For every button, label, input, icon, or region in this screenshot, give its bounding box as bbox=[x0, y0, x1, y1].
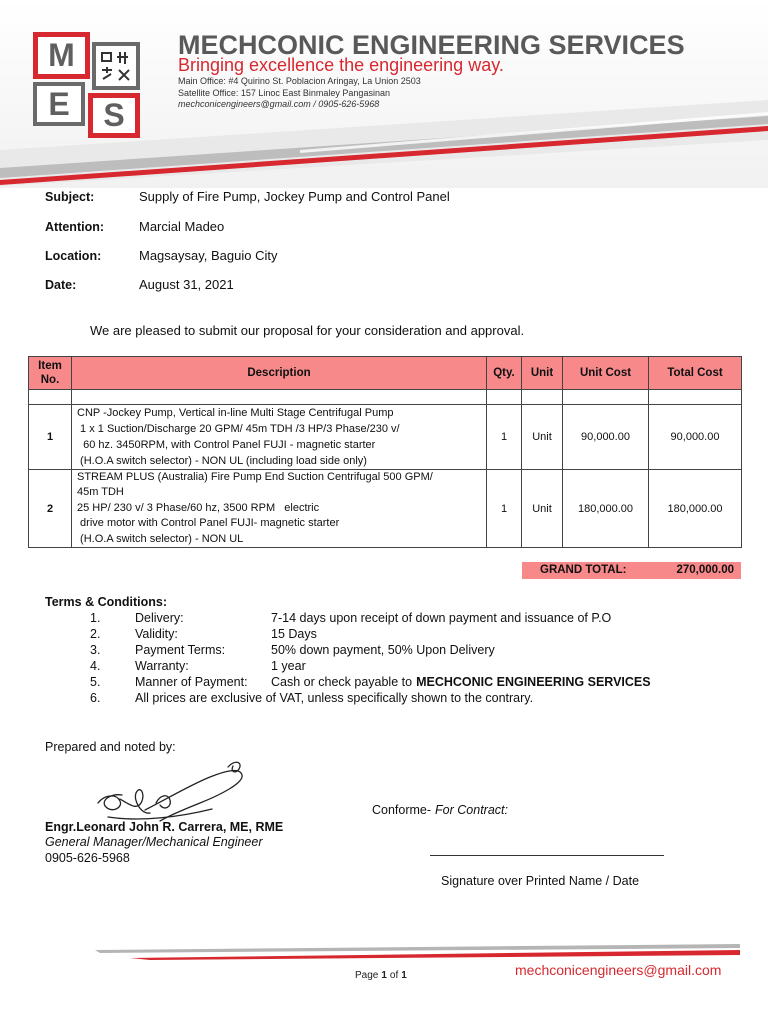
term-number: 3. bbox=[90, 643, 101, 657]
page-indicator bbox=[355, 969, 407, 983]
prepared-heading: Prepared and noted by: bbox=[45, 740, 176, 754]
row-unit: Unit bbox=[522, 405, 563, 470]
header-item-no: Item No. bbox=[29, 357, 72, 390]
quotation-table bbox=[28, 356, 742, 548]
table-spacer-row bbox=[29, 390, 742, 405]
signature-caption: Signature over Printed Name / Date bbox=[441, 874, 640, 888]
date-value: August 31, 2021 bbox=[139, 277, 234, 292]
grand-total-box bbox=[522, 562, 741, 579]
term-value-validity: 15 Days bbox=[271, 627, 317, 641]
term-value-manner-of-payment bbox=[271, 674, 651, 690]
row-unit-cost: 180,000.00 bbox=[563, 470, 649, 548]
row-total-cost: 180,000.00 bbox=[649, 470, 742, 548]
conforme-label bbox=[372, 802, 508, 818]
tools-icon bbox=[98, 48, 134, 84]
table-row bbox=[29, 470, 742, 548]
logo-letter-e: E bbox=[48, 85, 70, 122]
description-line: drive motor with Control Panel FUJI- magnetic starter bbox=[77, 517, 340, 530]
page-word: Page bbox=[355, 970, 379, 981]
row-item-no: 1 bbox=[29, 405, 72, 470]
company-tagline: Bringing excellence the engineering way. bbox=[178, 55, 504, 75]
description-line: 25 HP/ 230 v/ 3 Phase/60 hz, 3500 RPM electric bbox=[77, 501, 320, 514]
company-name: MECHCONIC ENGINEERING SERVICES bbox=[178, 30, 685, 60]
row-qty: 1 bbox=[487, 405, 522, 470]
conforme-text: Conforme- bbox=[372, 803, 432, 817]
row-item-no: 2 bbox=[29, 470, 72, 548]
term-label-warranty: Warranty: bbox=[135, 659, 189, 673]
header-unit-cost: Unit Cost bbox=[563, 357, 649, 390]
row-unit-cost: 90,000.00 bbox=[563, 405, 649, 470]
logo-tile-s bbox=[88, 93, 140, 138]
page-current: 1 bbox=[381, 970, 387, 981]
signature-line bbox=[430, 855, 664, 856]
logo-tile-e bbox=[33, 82, 85, 126]
table-row bbox=[29, 405, 742, 470]
attention-label: Attention: bbox=[45, 220, 105, 234]
description-line: (H.O.A switch selector) - NON UL (including load side only) bbox=[77, 455, 367, 467]
subject-value: Supply of Fire Pump, Jockey Pump and Control Panel bbox=[139, 189, 450, 204]
location-value: Magsaysay, Baguio City bbox=[139, 248, 278, 263]
header-description: Description bbox=[72, 357, 487, 390]
header-contact: mechconicengineers@gmail.com / 0905-626-5968 bbox=[178, 99, 380, 109]
term-number: 5. bbox=[90, 675, 101, 689]
main-office-address: Main Office: #4 Quirino St. Poblacion Aringay, La Union 2503 bbox=[178, 76, 421, 86]
term-value-payment-terms: 50% down payment, 50% Upon Delivery bbox=[271, 643, 495, 657]
header-unit: Unit bbox=[522, 357, 563, 390]
term-value-warranty: 1 year bbox=[271, 659, 306, 673]
header-total-cost: Total Cost bbox=[649, 357, 742, 390]
term-value-delivery: 7-14 days upon receipt of down payment and issuance of P.O bbox=[271, 611, 612, 625]
table-header-row bbox=[29, 357, 742, 390]
footer-email: mechconicengineers@gmail.com bbox=[515, 962, 722, 978]
row-qty: 1 bbox=[487, 470, 522, 548]
term-label-manner-of-payment: Manner of Payment: bbox=[135, 675, 248, 689]
subject-label: Subject: bbox=[45, 190, 95, 204]
page-total: 1 bbox=[401, 970, 407, 981]
preparer-phone: 0905-626-5968 bbox=[45, 851, 130, 865]
grand-total-label: GRAND TOTAL: bbox=[540, 564, 627, 576]
term-label-delivery: Delivery: bbox=[135, 611, 184, 625]
description-line: CNP -Jockey Pump, Vertical in-line Multi Stage Centrifugal Pump bbox=[77, 407, 394, 419]
preparer-title: General Manager/Mechanical Engineer bbox=[45, 835, 263, 849]
term-label-validity: Validity: bbox=[135, 627, 178, 641]
preparer-name: Engr.Leonard John R. Carrera, ME, RME bbox=[45, 820, 284, 834]
description-line: (H.O.A switch selector) - NON UL bbox=[77, 532, 244, 545]
spacer-cell bbox=[563, 390, 649, 405]
term-vat-note: All prices are exclusive of VAT, unless specifically shown to the contrary. bbox=[135, 691, 534, 705]
logo-letter-s: S bbox=[103, 97, 125, 133]
logo-tile-tools bbox=[92, 42, 140, 90]
date-label: Date: bbox=[45, 278, 77, 292]
spacer-cell bbox=[29, 390, 72, 405]
term-label-payment-terms: Payment Terms: bbox=[135, 643, 226, 657]
term-number: 6. bbox=[90, 691, 101, 705]
logo-letter-m: M bbox=[48, 37, 75, 73]
description-line: 1 x 1 Suction/Discharge 20 GPM/ 45m TDH /3 HP/3 Phase/230 v/ bbox=[77, 423, 400, 435]
payee-name: MECHCONIC ENGINEERING SERVICES bbox=[416, 675, 651, 689]
description-line: 45m TDH bbox=[77, 486, 124, 499]
row-total-cost: 90,000.00 bbox=[649, 405, 742, 470]
header-qty: Qty. bbox=[487, 357, 522, 390]
term-number: 4. bbox=[90, 659, 101, 673]
description-line: STREAM PLUS (Australia) Fire Pump End Suction Centrifugal 500 GPM/ bbox=[77, 471, 433, 483]
grand-total-value: 270,000.00 bbox=[676, 564, 734, 576]
row-description bbox=[72, 405, 487, 470]
logo-tile-m bbox=[33, 32, 90, 79]
attention-value: Marcial Madeo bbox=[139, 219, 225, 234]
spacer-cell bbox=[487, 390, 522, 405]
spacer-cell bbox=[72, 390, 487, 405]
for-contract-text: For Contract: bbox=[435, 803, 508, 817]
term-number: 1. bbox=[90, 611, 101, 625]
page-of-word: of bbox=[389, 970, 399, 981]
row-unit: Unit bbox=[522, 470, 563, 548]
spacer-cell bbox=[522, 390, 563, 405]
intro-paragraph: We are pleased to submit our proposal for your consideration and approval. bbox=[90, 323, 525, 338]
row-description bbox=[72, 470, 487, 548]
satellite-office-address: Satellite Office: 157 Linoc East Binmaley Pangasinan bbox=[178, 87, 390, 98]
term-number: 2. bbox=[90, 627, 101, 641]
payment-method-text: Cash or check payable to bbox=[271, 675, 413, 689]
spacer-cell bbox=[649, 390, 742, 405]
location-label: Location: bbox=[45, 249, 102, 263]
description-line: 60 hz. 3450RPM, with Control Panel FUJI - magnetic starter bbox=[77, 439, 376, 451]
terms-title: Terms & Conditions: bbox=[45, 595, 167, 609]
